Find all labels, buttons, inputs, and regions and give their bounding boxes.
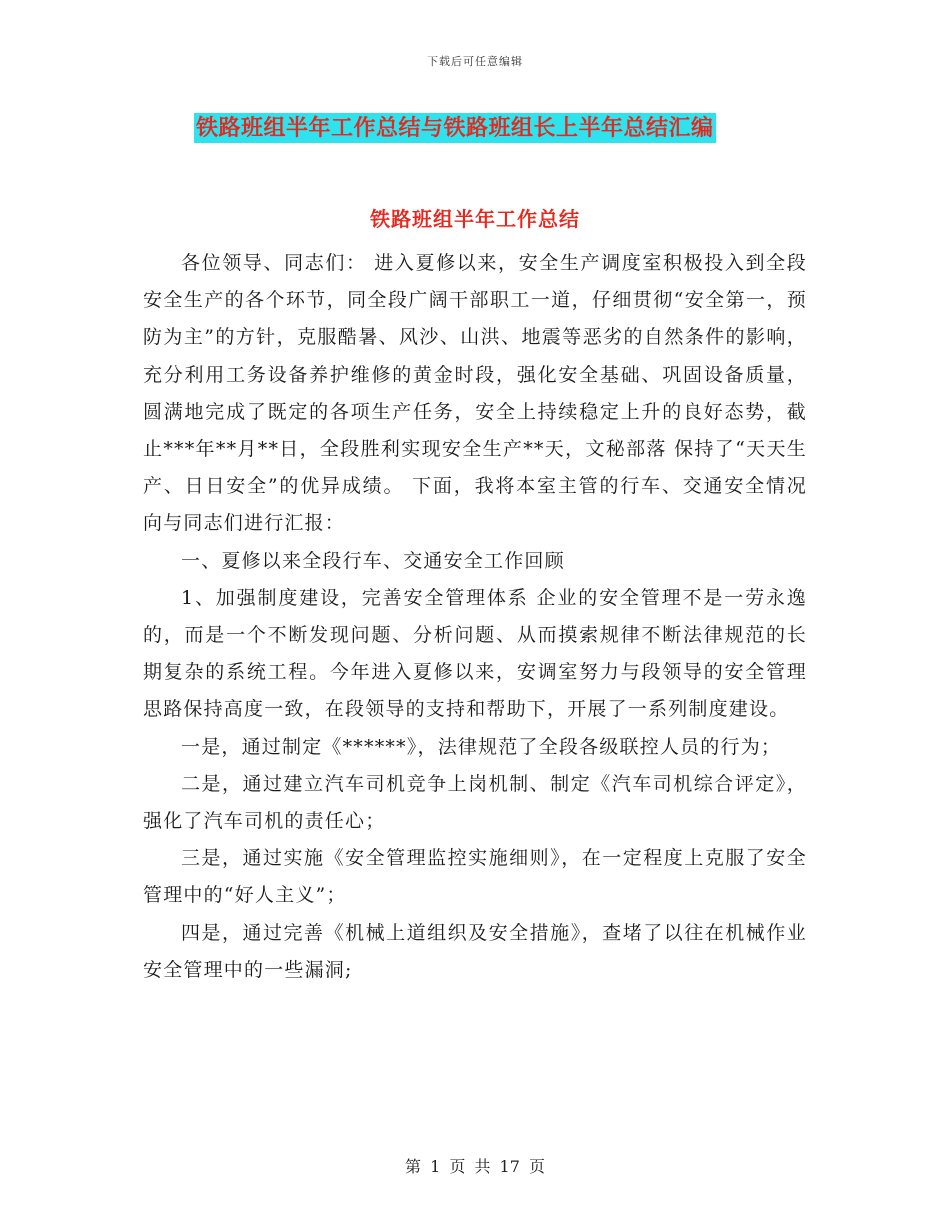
page-number: 第 1 页 共 17 页 bbox=[405, 1157, 545, 1176]
paragraph: 三是，通过实施《安全管理监控实施细则》，在一定程度上克服了安全管理中的“好人主义”； bbox=[143, 847, 807, 907]
section-title: 铁路班组半年工作总结 bbox=[370, 207, 580, 231]
body-text bbox=[143, 245, 807, 989]
paragraph: 一、夏修以来全段行车、交通安全工作回顾 bbox=[181, 549, 565, 572]
page-header-note: 下载后可任意编辑 bbox=[427, 55, 523, 68]
paragraph: 二是，通过建立汽车司机竞争上岗机制、制定《汽车司机综合评定》，强化了汽车司机的责任心； bbox=[143, 772, 807, 833]
paragraph: 四是，通过完善《机械上道组织及安全措施》，查堵了以往在机械作业安全管理中的一些漏洞; bbox=[143, 921, 807, 981]
paragraph: 1、加强制度建设，完善安全管理体系 企业的安全管理不是一劳永逸的，而是一个不断发现问题、分析问题、从而摸索规律不断法律规范的长期复杂的系统工程。今年进入夏修以来，安调室努力与段领导的安全管理思路保持高度一致，在段领导的支持和帮助下，开展了一系列制度建设。 bbox=[143, 586, 807, 721]
paragraph: 一是，通过制定《******》，法律规范了全段各级联控人员的行为； bbox=[181, 735, 782, 758]
document-title: 铁路班组半年工作总结与铁路班组长上半年总结汇编 bbox=[196, 115, 714, 141]
paragraph: 各位领导、同志们： 进入夏修以来，安全生产调度室积极投入到全段安全生产的各个环节，同全段广阔干部职工一道，仔细贯彻“安全第一，预防为主”的方针，克服酷暑、风沙、山洪、地震等恶劣的自然条件的影响，充分利用工务设备养护维修的黄金时段，强化安全基础、巩固设备质量，圆满地完成了既定的各项生产任务，安全上持续稳定上升的良好态势，截止***年**月**日，全段胜利实现安全生产**天，文秘部落 保持了“天天生产、日日安全”的优异成绩。 下面，我将本室主管的行车、交通安全情况向与同志们进行汇报： bbox=[143, 252, 807, 535]
